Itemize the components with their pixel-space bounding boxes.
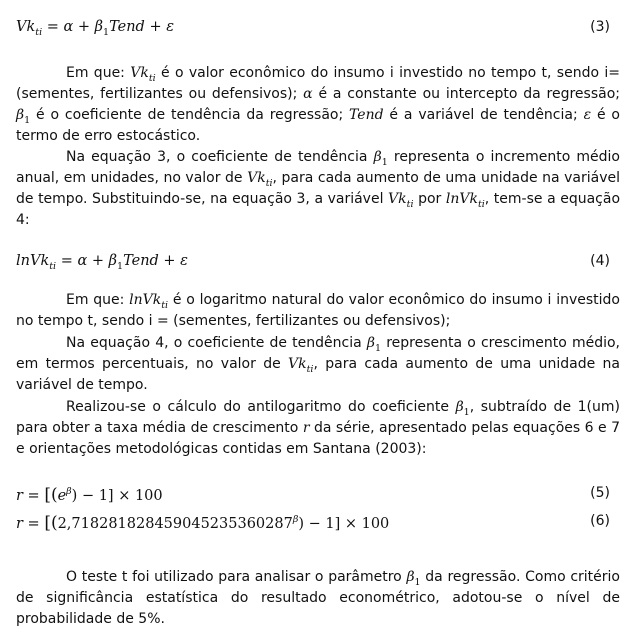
equation-6-expression (16, 513, 389, 533)
p4-math-2: Vk (288, 356, 307, 372)
p5-text-1: Realizou-se o cálculo do antilogaritmo do coeficiente (66, 399, 456, 415)
eq4-lhs: lnVk (16, 253, 50, 269)
eq6-base: 2,718281828459045235360287 (57, 516, 293, 532)
p3-math-1: lnVk (129, 292, 162, 308)
p2-text-1: Na equação 3, o coeficiente de tendência (66, 149, 374, 165)
p1-math-3: β (16, 107, 25, 123)
p1-text-6: é o termo de erro estocástico. (16, 107, 620, 144)
paragraph-4 (16, 333, 620, 396)
p6-text-2: da regressão. Como critério de significância estatística do resultado econométrico, adotou-se o nível de probabilidade de 5%. (16, 569, 620, 627)
p6-math-1: β (406, 569, 415, 585)
p1-text-4: é o coeficiente de tendência da regressão; (30, 107, 350, 123)
eq5-open: [( (44, 485, 58, 505)
eq5-sup: β (66, 486, 72, 498)
eq3-lhs-sub: ti (35, 26, 43, 38)
p2-text-5: , tem-se a equação 4: (16, 191, 621, 228)
equation-6 (16, 513, 616, 535)
p1-math-5: ε (583, 107, 592, 123)
p1-text-3: é a constante ou intercepto da regressão; (312, 86, 620, 102)
p2-math-1: β (373, 149, 382, 165)
p4-text-2: representa o crescimento médio, em termos percentuais, no valor de (16, 335, 620, 372)
p6-math-1-sub: 1 (414, 576, 421, 588)
p1-math-1-sub: ti (148, 72, 156, 84)
equation-5 (16, 485, 616, 507)
eq4-rhs-b: Tend + ε (123, 253, 188, 269)
equation-3-expression (16, 19, 174, 38)
p1-math-1: Vk (130, 65, 149, 81)
eq3-rhs-a: = α + β (42, 19, 104, 35)
eq6-lhs: r = (16, 516, 45, 532)
p1-text-5: é a variável de tendência; (383, 107, 584, 123)
p1-math-2: α (303, 86, 313, 102)
eq6-sup: β (292, 514, 299, 526)
equation-4-number: (4) (590, 253, 610, 269)
eq4-lhs-sub: ti (49, 260, 57, 272)
p5-math-1-sub: 1 (463, 406, 470, 418)
paragraph-6 (16, 567, 620, 630)
eq6-close: ) − 1] × 100 (298, 516, 390, 532)
p2-text-3: , para cada aumento de uma unidade na variável de tempo. Substituindo-se, na equação 3, a variável (16, 170, 620, 207)
equation-5-expression (16, 485, 163, 505)
p3-math-1-sub: ti (161, 299, 169, 311)
paragraph-3 (16, 290, 620, 332)
eq3-rhs-sub: 1 (103, 26, 110, 38)
eq5-lhs: r = (16, 488, 45, 504)
equation-4 (16, 253, 616, 275)
equation-5-number: (5) (590, 485, 610, 501)
p5-math-2: r (302, 420, 310, 436)
p2-text-4: por (413, 191, 446, 207)
p2-math-4: lnVk (445, 191, 478, 207)
p2-math-2-sub: ti (265, 177, 273, 189)
p4-math-1: β (366, 335, 375, 351)
eq3-rhs-b: Tend + ε (109, 19, 174, 35)
eq3-lhs: Vk (16, 19, 36, 35)
p1-text-1: Em que: (66, 65, 131, 81)
eq4-rhs-sub: 1 (117, 260, 124, 272)
p4-text-3: , para cada aumento de uma unidade na variável de tempo. (16, 356, 620, 393)
p3-text-1: Em que: (66, 292, 130, 308)
p1-math-3-sub: 1 (24, 114, 31, 126)
p4-math-2-sub: ti (306, 363, 314, 375)
p1-text-2: é o valor econômico do insumo i investido no tempo t, sendo i=(sementes, fertilizantes ou defensivos); (16, 65, 620, 102)
p2-math-3: Vk (388, 191, 407, 207)
eq4-rhs-a: = α + β (56, 253, 118, 269)
equation-6-number: (6) (590, 513, 610, 529)
eq6-open: [( (44, 513, 58, 533)
p6-text-1: O teste t foi utilizado para analisar o parâmetro (66, 569, 407, 585)
p2-math-2: Vk (247, 170, 266, 186)
paragraph-5 (16, 397, 620, 460)
p1-math-4: Tend (349, 107, 384, 123)
p2-math-3-sub: ti (406, 198, 414, 210)
equation-3-number: (3) (590, 19, 610, 35)
paragraph-2 (16, 147, 620, 231)
p5-text-3: da série, apresentado pelas equações 6 e 7 e orientações metodológicas contidas em Santana (2003): (16, 420, 620, 457)
paragraph-1 (16, 63, 620, 147)
p5-text-2: , subtraído de 1(um) para obter a taxa média de crescimento (16, 399, 620, 436)
eq5-close: ) − 1] × 100 (71, 488, 163, 504)
p5-math-1: β (455, 399, 464, 415)
p2-text-2: representa o incremento médio anual, em unidades, no valor de (16, 149, 620, 186)
p4-math-1-sub: 1 (374, 342, 382, 354)
equation-3 (16, 19, 616, 41)
p4-text-1: Na equação 4, o coeficiente de tendência (66, 335, 367, 351)
eq5-base: e (57, 488, 67, 504)
p2-math-4-sub: ti (477, 198, 485, 210)
p3-text-2: é o logaritmo natural do valor econômico do insumo i investido no tempo t, sendo i = (sementes, fertilizantes ou defensivos); (16, 292, 620, 329)
p2-math-1-sub: 1 (381, 156, 388, 168)
equation-4-expression (16, 253, 188, 272)
